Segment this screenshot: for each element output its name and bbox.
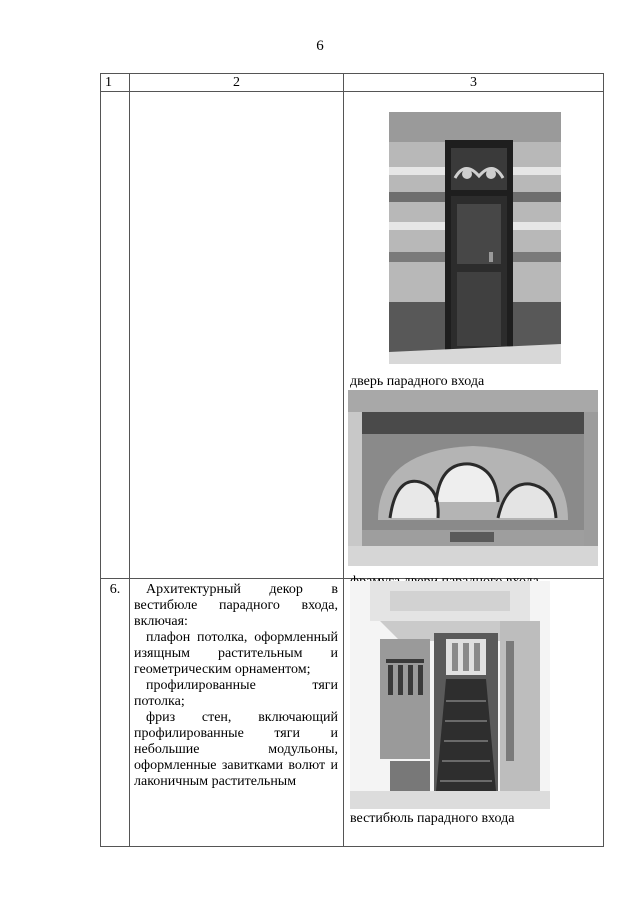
photo-caption: дверь парадного входа	[350, 374, 485, 389]
vestibule-photo	[350, 581, 550, 809]
row-number: 6.	[101, 579, 130, 847]
photo-caption: вестибюль парадного входа	[350, 811, 515, 826]
description-paragraph: плафон потолка, оформленный изящным растительным и геометрическим орнаментом;	[134, 630, 338, 677]
row-description	[130, 92, 344, 579]
column-header-3: 3	[344, 74, 604, 92]
description-paragraph: профилированные тяги потолка;	[134, 678, 338, 709]
table-row	[101, 579, 604, 847]
monument-table	[100, 73, 604, 847]
table-row	[101, 92, 604, 579]
page-number: 6	[316, 38, 324, 54]
description-paragraph: Архитектурный декор в вестибюле парадного входа, включая:	[134, 582, 338, 629]
column-header-1: 1	[101, 74, 130, 92]
table-header-row	[101, 74, 604, 92]
entrance-door-photo	[389, 112, 561, 364]
row-photos	[344, 579, 604, 847]
row-photos	[344, 92, 604, 579]
row-number	[101, 92, 130, 579]
description-paragraph: фриз стен, включающий профилированные тяги и небольшие модульоны, оформленные завитками волют и лаконичным растительным	[134, 710, 338, 789]
door-transom-photo	[348, 390, 598, 566]
column-header-2: 2	[130, 74, 344, 92]
row-description	[130, 579, 344, 847]
